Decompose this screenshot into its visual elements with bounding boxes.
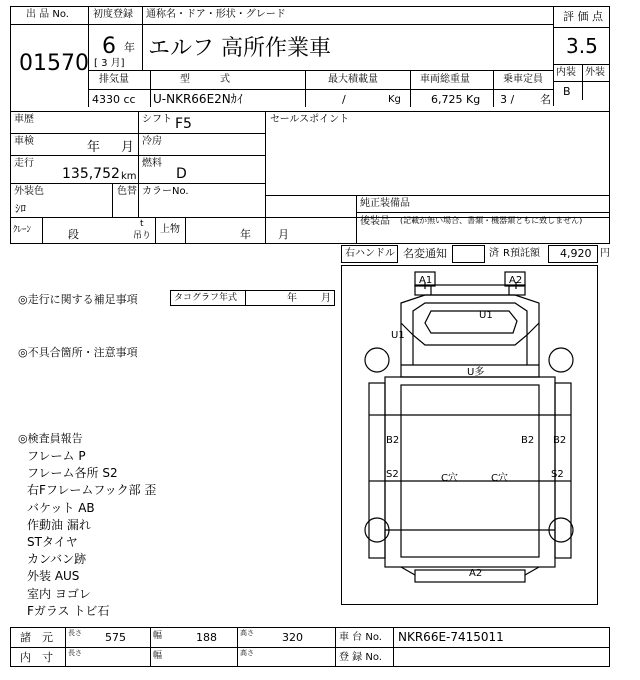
displacement-label: 排気量 (99, 74, 129, 85)
capacity-value: 3 / (500, 93, 515, 106)
mark-b2-left: B2 (386, 435, 400, 446)
in-height-label: 高さ (240, 649, 254, 657)
shift-value: F5 (175, 116, 192, 132)
fuel-value: D (176, 166, 187, 182)
name-change-box (452, 245, 485, 263)
mark-s2-left: S2 (386, 469, 399, 480)
r-deposit-label: R預託額 (503, 248, 540, 259)
mark-b2-right-outer: B2 (553, 435, 567, 446)
max-load-unit: Kg (388, 94, 401, 105)
mark-a2-top: A2 (509, 275, 523, 286)
tachograph-month: 月 (321, 293, 331, 304)
inspection-month: 月 (121, 140, 135, 155)
gross-weight-value: 6,725 Kg (431, 93, 481, 106)
aftermarket-note: (記載が無い場合、書類・機器類ともに致しません) (400, 216, 583, 225)
lift-t-label: t (140, 219, 144, 229)
grade-label: 評 価 点 (563, 10, 603, 23)
steering-label: 右ハンドル (345, 248, 395, 259)
exterior-grade-label: 外装 (585, 67, 605, 78)
interior-grade-label: 内装 (556, 67, 576, 78)
vehicle-name: エルフ 高所作業車 (148, 36, 331, 61)
height-label: 高さ (240, 629, 254, 637)
mark-a2-bottom: A2 (469, 568, 483, 579)
inspector-item: 右Fフレームフック部 歪 (27, 483, 157, 498)
color-no-label: カラーNo. (142, 186, 189, 197)
first-reg-year-unit: 年 (124, 41, 135, 54)
in-length-label: 長さ (68, 649, 82, 657)
stage-label: 段 (68, 228, 79, 241)
name-label: 通称名・ドア・形状・グレード (146, 9, 286, 20)
inspector-item: フレーム各所 S2 (27, 466, 118, 481)
inspector-item: 室内 ヨゴレ (27, 586, 91, 601)
first-reg-year: 6 (102, 34, 116, 59)
inspection-year: 年 (87, 140, 101, 155)
inspector-items (27, 448, 327, 620)
fuel-label: 燃料 (142, 158, 162, 169)
inspector-item: バケット AB (27, 500, 95, 515)
model-label: 型 式 (180, 74, 230, 85)
inspector-label: ◎検査員報告 (18, 432, 83, 445)
crane-label: ｸﾚｰﾝ (13, 225, 32, 235)
grade-value: 3.5 (566, 34, 598, 58)
genuine-equipment-label: 純正装備品 (360, 198, 410, 209)
deck-year: 年 (240, 228, 251, 241)
registration-label: 登 録 No. (339, 652, 382, 663)
inspector-item: STタイヤ (27, 535, 78, 550)
r-deposit-value: 4,920 (560, 247, 592, 260)
specs-label: 諸 元 (20, 631, 53, 644)
inspector-item: カンバン跡 (27, 552, 87, 567)
length-value: 575 (105, 631, 126, 644)
chassis-label: 車 台 No. (339, 632, 382, 643)
gross-weight-label: 車両総重量 (420, 74, 470, 85)
tachograph-label: タコグラフ年式 (174, 293, 238, 303)
vehicle-diagram (341, 265, 598, 605)
capacity-unit: 名 (540, 93, 551, 106)
first-reg-month: [ 3 月] (94, 58, 125, 69)
lot-number: 01570 (19, 51, 89, 76)
width-value: 188 (196, 631, 217, 644)
exterior-color-value: ｼﾛ (15, 202, 26, 215)
mileage-unit: km (121, 171, 137, 182)
inspector-item: Fガラス トビ石 (27, 603, 110, 618)
selling-points-label: セールスポイント (270, 114, 350, 125)
aftermarket-label: 後装品 (360, 216, 390, 227)
displacement-value: 4330 cc (92, 93, 136, 106)
inspector-item: フレーム P (27, 449, 86, 463)
inspection-label: 車検 (14, 136, 34, 147)
shift-label: シフト (142, 114, 172, 125)
inspector-item: 外装 AUS (27, 569, 80, 584)
mark-c-hole-right: C穴 (491, 473, 508, 484)
zei-label: 済 (489, 248, 499, 259)
mark-u1-front: U1 (479, 310, 493, 321)
inspector-item: 作動油 漏れ (27, 517, 91, 532)
interior-grade-value: B (563, 85, 571, 98)
mileage-label: 走行 (14, 158, 34, 169)
lot-label: 出 品 No. (26, 9, 69, 20)
mark-u1-side: U1 (391, 330, 405, 341)
mileage-value: 135,752 (62, 166, 120, 182)
in-width-label: 幅 (153, 651, 163, 661)
defects-label: ◎不具合箇所・注意事項 (18, 346, 138, 359)
mark-u-many: U多 (467, 367, 485, 378)
aircon-label: 冷房 (142, 136, 162, 147)
exterior-color-label: 外装色 (14, 186, 44, 197)
mark-c-hole-left: C穴 (441, 473, 458, 484)
first-reg-label: 初度登録 (93, 9, 133, 20)
chassis-value: NKR66E-7415011 (398, 630, 504, 644)
mark-b2-right-inner: B2 (521, 435, 535, 446)
deck-month: 月 (278, 228, 289, 241)
length-label: 長さ (68, 629, 82, 637)
driving-notes-label: ◎走行に関する補足事項 (18, 293, 138, 306)
lift-tsuri-label: 吊り (133, 231, 152, 241)
capacity-label: 乗車定員 (503, 74, 543, 85)
deck-label: 上物 (160, 224, 180, 235)
color-change-label: 色替 (117, 186, 137, 197)
width-label: 幅 (153, 631, 163, 641)
height-value: 320 (282, 631, 303, 644)
model-value: U-NKR66E2Nｶｲ (153, 92, 243, 106)
tachograph-year: 年 (287, 293, 297, 304)
mark-a1: A1 (419, 275, 433, 286)
history-label: 車歴 (14, 114, 34, 125)
interior-dims-label: 内 寸 (20, 651, 53, 664)
r-deposit-unit: 円 (600, 248, 610, 259)
max-load-value: / (342, 93, 346, 106)
name-change-label: 名変通知 (403, 247, 447, 260)
max-load-label: 最大積載量 (328, 74, 378, 85)
mark-s2-right: S2 (551, 469, 564, 480)
